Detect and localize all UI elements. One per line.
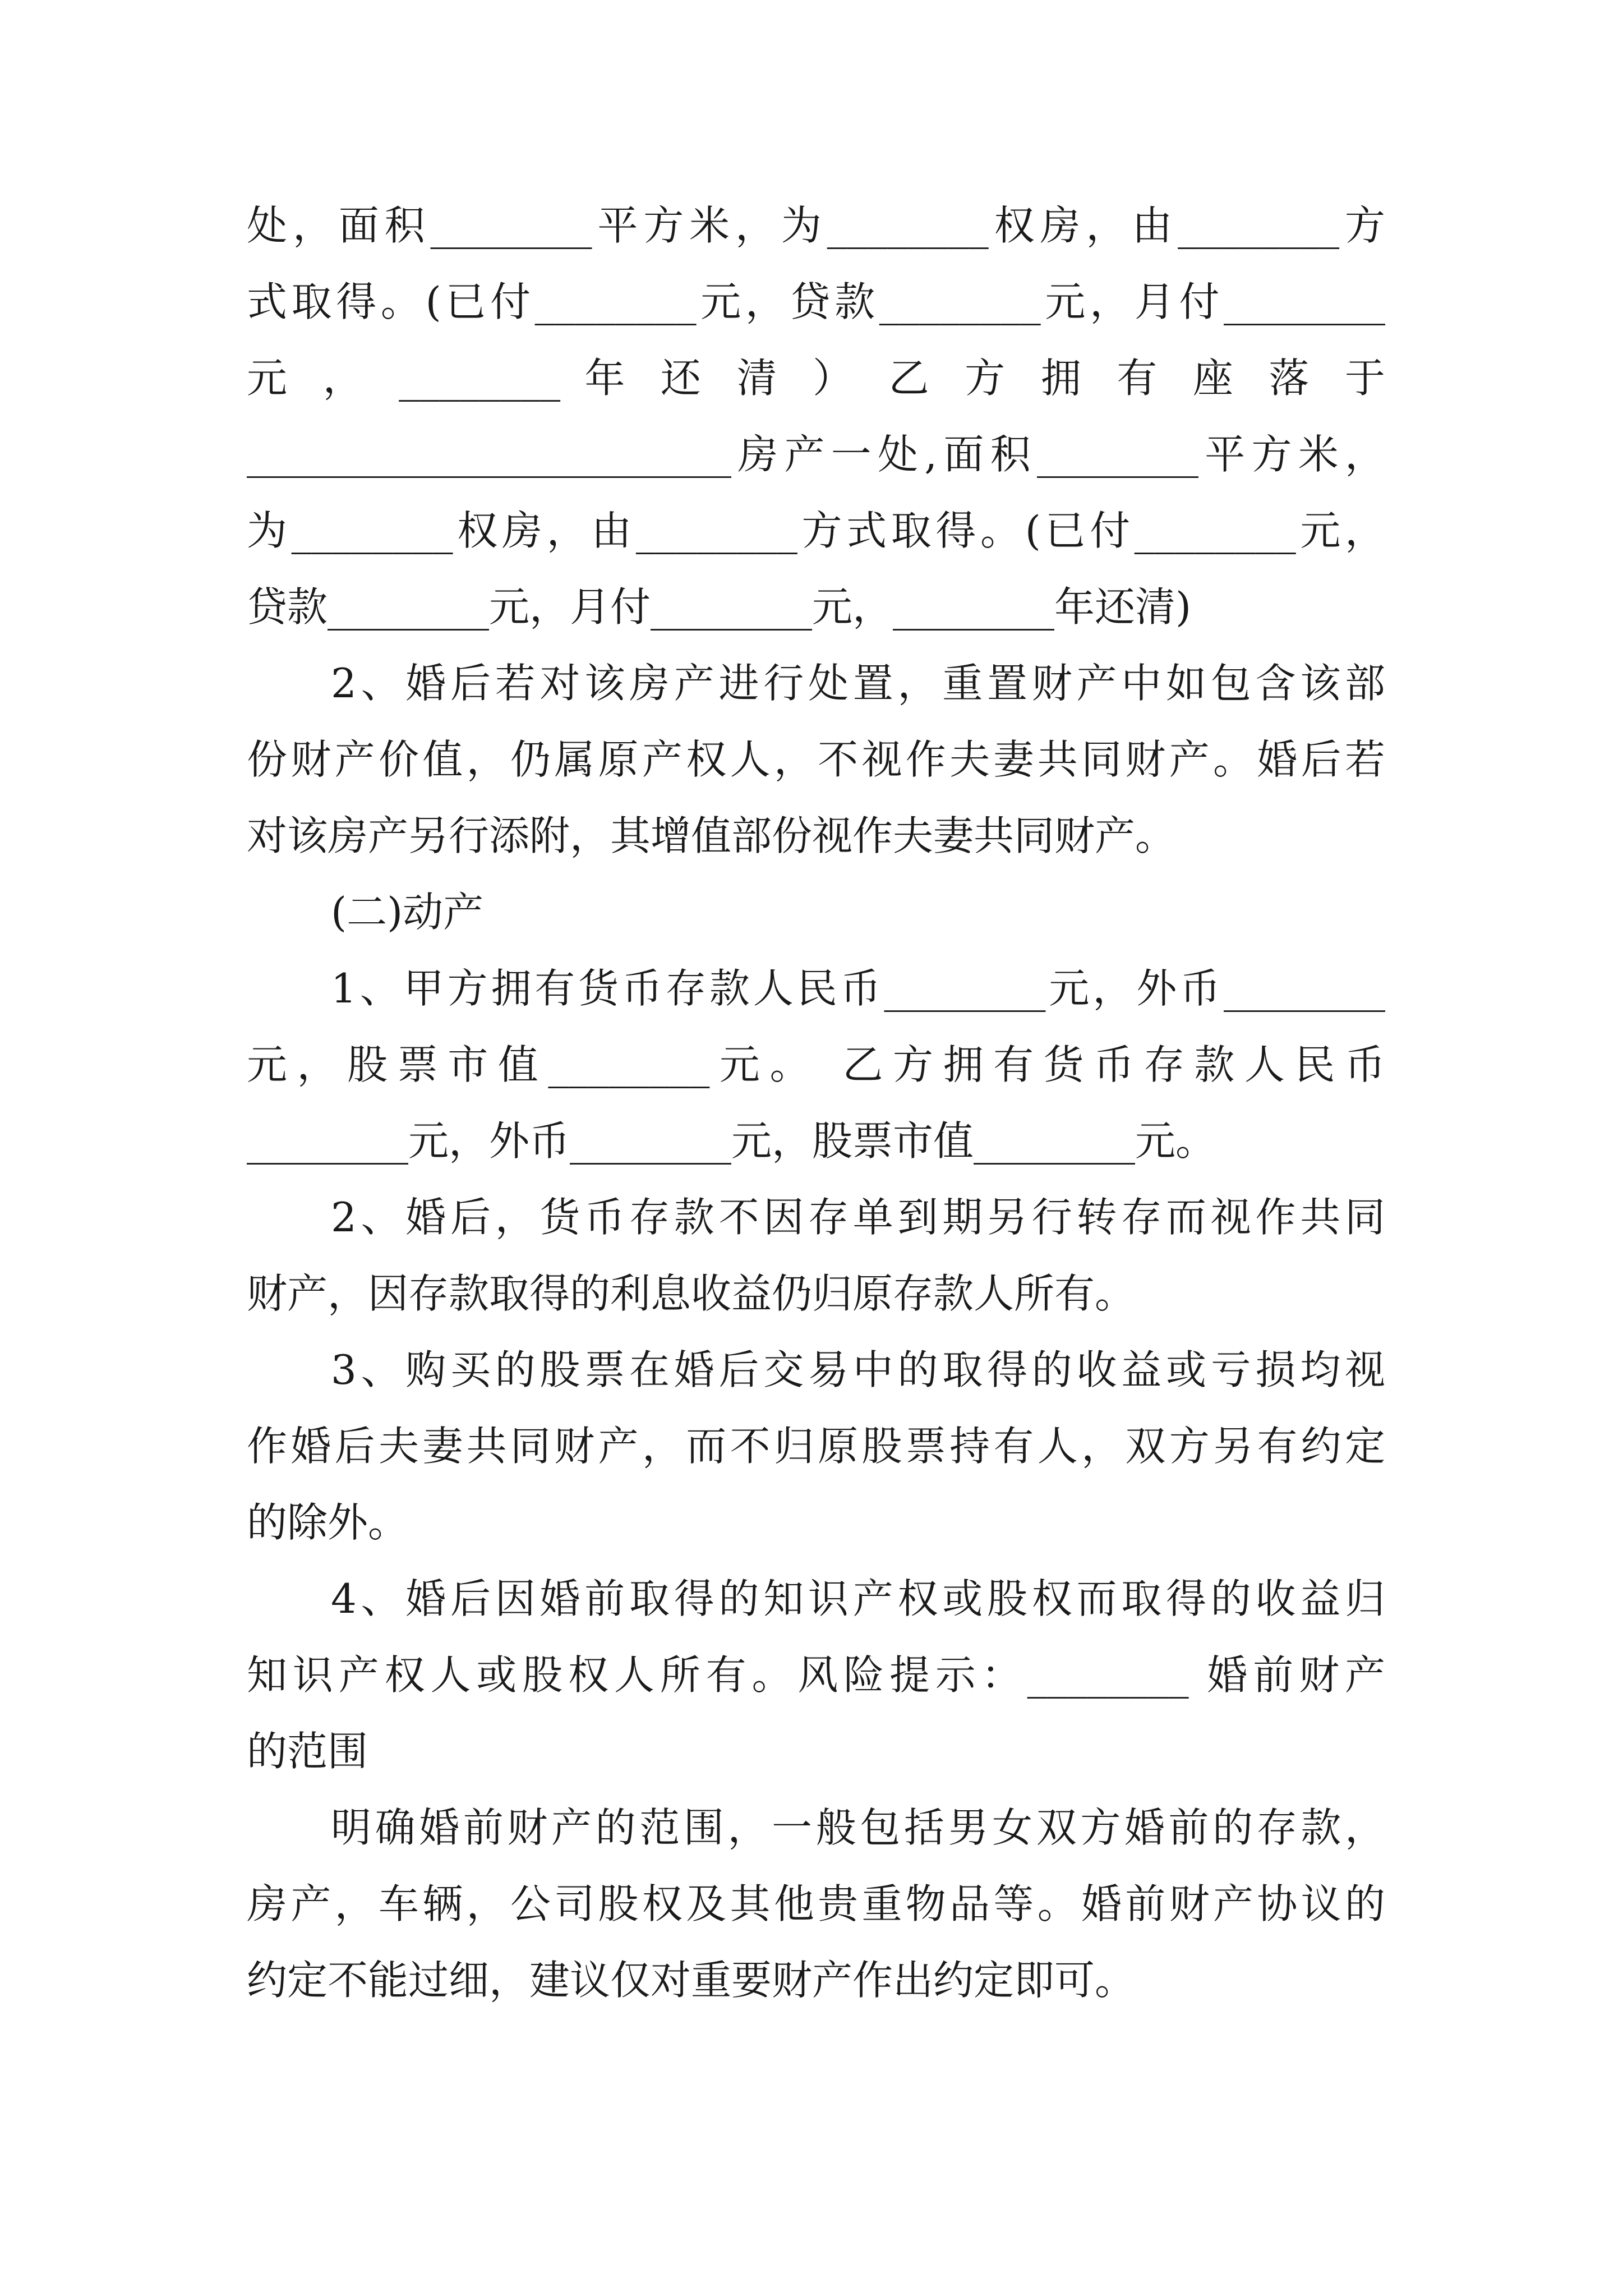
section-heading: (二)动产: [331, 889, 484, 936]
text-line: 贷款________元，月付________元，________年还清): [247, 583, 1192, 631]
paragraph-start-line: 明确婚前财产的范围，一般包括男女双方婚前的存款，: [331, 1804, 1385, 1851]
text-line: 式取得。(已付________元，贷款________元，月付________: [247, 278, 1385, 325]
text-line: 作婚后夫妻共同财产，而不归原股票持有人，双方另有约定: [247, 1423, 1385, 1470]
paragraph-start-line: 4、婚后因婚前取得的知识产权或股权而取得的收益归: [331, 1575, 1385, 1622]
text-line: 份财产价值，仍属原产权人，不视作夫妻共同财产。婚后若: [247, 736, 1385, 783]
text-line: 元，股票市值________元。 乙方拥有货币存款人民币: [247, 1041, 1385, 1088]
paragraph-start-line: 2、婚后若对该房产进行处置，重置财产中如包含该部: [331, 660, 1385, 707]
text-line: 为________权房，由________方式取得。(已付________元，: [247, 507, 1385, 554]
text-line: ________________________房产一处,面积________平方米，: [247, 431, 1385, 478]
text-line: 财产，因存款取得的利息收益仍归原存款人所有。: [247, 1270, 1136, 1317]
text-line: 元 ， ________ 年 还 清 ） 乙 方 拥 有 座 落 于: [247, 355, 1385, 402]
text-line: 的除外。: [247, 1499, 409, 1546]
paragraph-start-line: 3、购买的股票在婚后交易中的取得的收益或亏损均视: [331, 1346, 1385, 1393]
paragraph-start-line: 1、甲方拥有货币存款人民币________元，外币________: [331, 965, 1385, 1012]
text-line: 对该房产另行添附，其增值部份视作夫妻共同财产。: [247, 812, 1176, 859]
text-line: ________元，外币________元，股票市值________元。: [247, 1117, 1216, 1165]
text-line: 知识产权人或股权人所有。风险提示：________ 婚前财产: [247, 1651, 1385, 1699]
paragraph-start-line: 2、婚后，货币存款不因存单到期另行转存而视作共同: [331, 1194, 1385, 1241]
text-line: 房产，车辆，公司股权及其他贵重物品等。婚前财产协议的: [247, 1880, 1385, 1927]
text-line: 的范围: [247, 1728, 368, 1775]
text-line: 处，面积________平方米，为________权房，由________方: [247, 202, 1385, 249]
text-line: 约定不能过细，建议仅对重要财产作出约定即可。: [247, 1957, 1136, 2004]
